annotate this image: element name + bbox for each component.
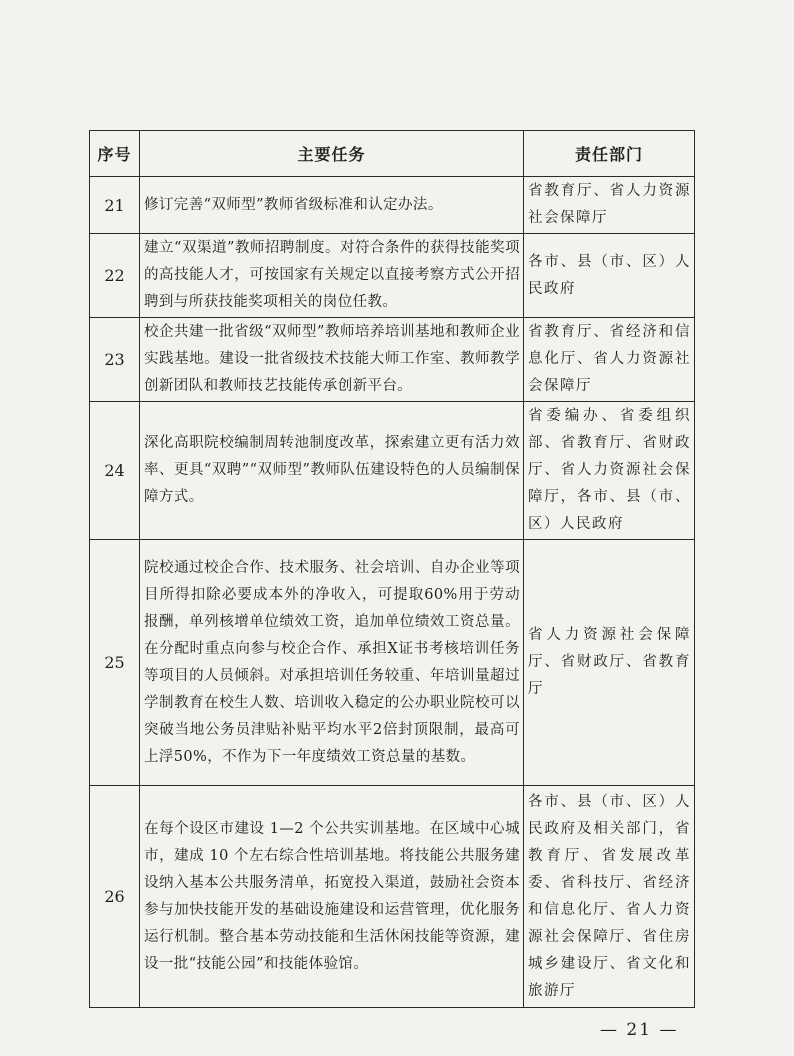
table-row [90, 234, 695, 318]
header-num: 序号 [90, 131, 140, 177]
row-dept: 省教育厅、省经济和信息化厅、省人力资源社会保障厅 [524, 318, 695, 402]
row-number: 21 [90, 177, 140, 234]
row-number: 26 [90, 786, 140, 1008]
row-number: 23 [90, 318, 140, 402]
header-task: 主要任务 [140, 131, 524, 177]
page-number: — 21 — [600, 1020, 679, 1040]
header-dept: 责任部门 [524, 131, 695, 177]
row-number: 24 [90, 402, 140, 540]
row-dept: 省人力资源社会保障厅、省财政厅、省教育厅 [524, 540, 695, 786]
row-dept: 省教育厅、省人力资源社会保障厅 [524, 177, 695, 234]
row-task: 院校通过校企合作、技术服务、社会培训、自办企业等项目所得扣除必要成本外的净收入，可提取60%用于劳动报酬，单列核增单位绩效工资，追加单位绩效工资总量。在分配时重点向参与校企合作、承担X证书考核培训任务等项目的人员倾斜。对承担培训任务较重、年培训量超过学制教育在校生人数、培训收入稳定的公办职业院校可以突破当地公务员津贴补贴平均水平2倍封顶限制，最高可上浮50%，不作为下一年度绩效工资总量的基数。 [140, 540, 524, 786]
row-task: 校企共建一批省级“双师型”教师培养培训基地和教师企业实践基地。建设一批省级技术技能大师工作室、教师教学创新团队和教师技艺技能传承创新平台。 [140, 318, 524, 402]
row-dept: 各市、县（市、区）人民政府及相关部门，省教育厅、省发展改革委、省科技厅、省经济和信息化厅、省人力资源社会保障厅、省住房城乡建设厅、省文化和旅游厅 [524, 786, 695, 1008]
row-task: 深化高职院校编制周转池制度改革，探索建立更有活力效率、更具“双聘”“双师型”教师队伍建设特色的人员编制保障方式。 [140, 402, 524, 540]
row-task: 修订完善“双师型”教师省级标准和认定办法。 [140, 177, 524, 234]
row-task: 建立“双渠道”教师招聘制度。对符合条件的获得技能奖项的高技能人才，可按国家有关规定以直接考察方式公开招聘到与所获技能奖项相关的岗位任教。 [140, 234, 524, 318]
row-dept: 各市、县（市、区）人民政府 [524, 234, 695, 318]
table-row [90, 540, 695, 786]
row-number: 25 [90, 540, 140, 786]
table-row [90, 318, 695, 402]
table-row [90, 786, 695, 1008]
row-task: 在每个设区市建设 1—2 个公共实训基地。在区域中心城市，建成 10 个左右综合性培训基地。将技能公共服务建设纳入基本公共服务清单，拓宽投入渠道，鼓励社会资本参与加快技能开发的基础设施建设和运营管理，优化服务运行机制。整合基本劳动技能和生活休闲技能等资源，建设一批“技能公园”和技能体验馆。 [140, 786, 524, 1008]
task-table [89, 130, 695, 1008]
row-number: 22 [90, 234, 140, 318]
row-dept: 省委编办、省委组织部、省教育厅、省财政厅、省人力资源社会保障厅，各市、县（市、区）人民政府 [524, 402, 695, 540]
table-row [90, 177, 695, 234]
table-header-row [90, 131, 695, 177]
table-row [90, 402, 695, 540]
